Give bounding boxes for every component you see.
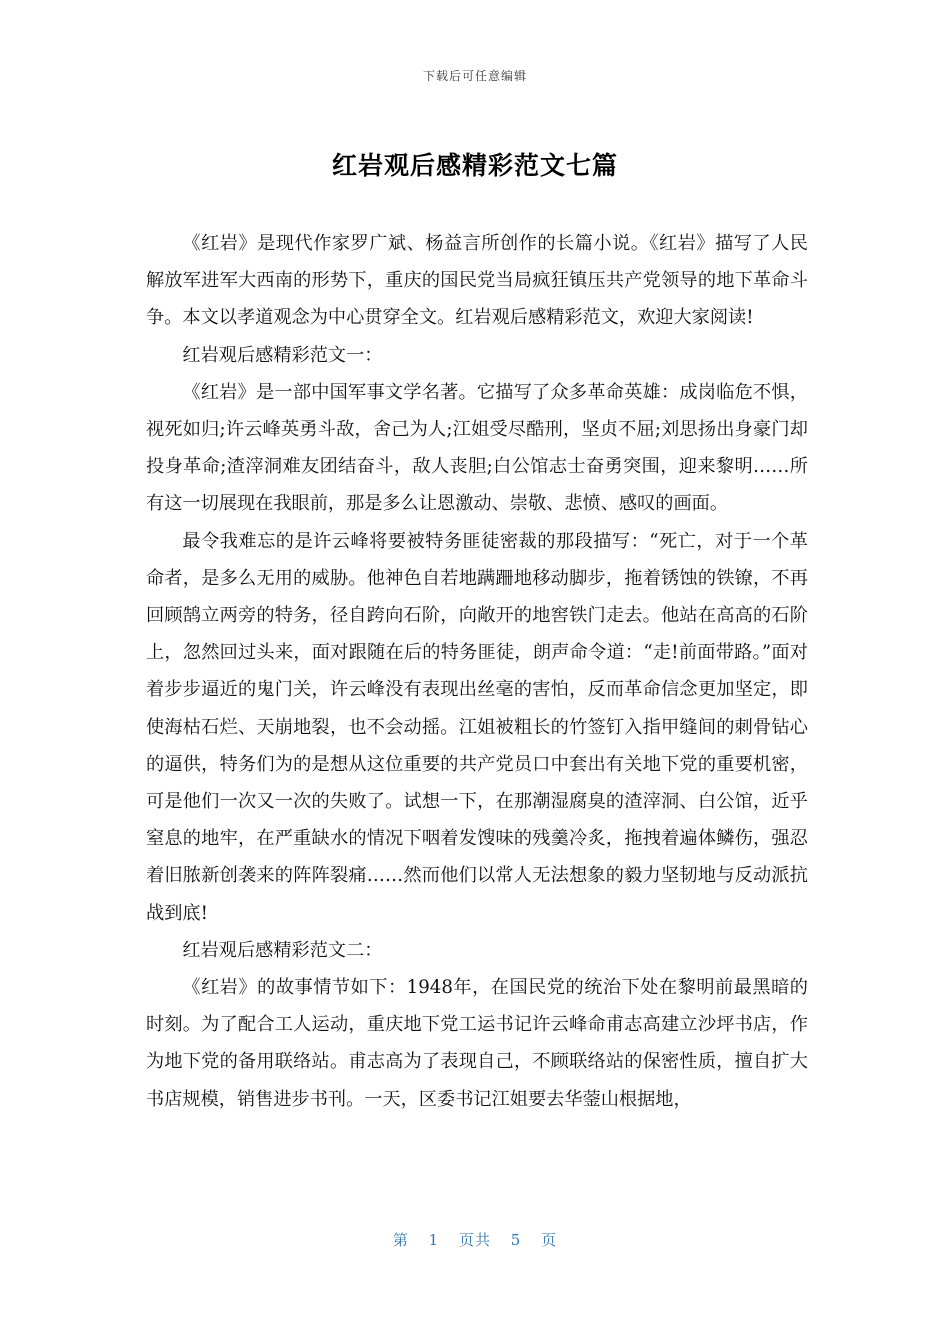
page-footer: 第 1 页共 5 页: [392, 1231, 558, 1249]
paragraph-intro: 《红岩》是现代作家罗广斌、杨益言所创作的长篇小说。《红岩》描写了人民解放军进军大西南的形势下，重庆的国民党当局疯狂镇压共产党领导的地下革命斗争。本文以孝道观念为中心贯穿全文。红岩观后感精彩范文，欢迎大家阅读!: [146, 233, 808, 329]
section-heading-2: 红岩观后感精彩范文二：: [182, 939, 383, 961]
document-body: [146, 225, 808, 1118]
document-title: 红岩观后感精彩范文七篇: [331, 151, 618, 180]
paragraph-1: 《红岩》是一部中国军事文学名著。它描写了众多革命英雄：成岗临危不惧，视死如归;许云峰英勇斗敌，舍己为人;江姐受尽酷刑，坚贞不屈;刘思扬出身豪门却投身革命;渣滓洞难友团结奋斗，敌人丧胆;白公馆志士奋勇突围，迎来黎明……所有这一切展现在我眼前，那是多么让恩激动、崇敬、悲愤、感叹的画面。: [146, 381, 808, 515]
header-note: 下载后可任意编辑: [422, 69, 527, 83]
section-heading-1: 红岩观后感精彩范文一：: [182, 344, 383, 366]
paragraph-2: 最令我难忘的是许云峰将要被特务匪徒密裁的那段描写：“死亡，对于一个革命者，是多么无用的威胁。他神色自若地蹒跚地移动脚步，拖着锈蚀的铁镣，不再回顾鹄立两旁的特务，径自跨向石阶，向敞开的地窖铁门走去。他站在高高的石阶上，忽然回过头来，面对跟随在后的特务匪徒，朗声命令道：“走!前面带路。”面对着步步逼近的鬼门关，许云峰没有表现出丝毫的害怕，反而革命信念更加坚定，即使海枯石烂、天崩地裂，也不会动摇。江姐被粗长的竹签钉入指甲缝间的刺骨钻心的逼供，特务们为的是想从这位重要的共产党员口中套出有关地下党的重要机密，可是他们一次又一次的失败了。试想一下，在那潮湿腐臭的渣滓洞、白公馆，近乎窒息的地牢，在严重缺水的情况下咽着发馊味的残羹冷炙，拖拽着遍体鳞伤，强忍着旧脓新创袭来的阵阵裂痛……然而他们以常人无法想象的毅力坚韧地与反动派抗战到底!: [146, 530, 808, 924]
paragraph-3: 《红岩》的故事情节如下：1948年，在国民党的统治下处在黎明前最黑暗的时刻。为了配合工人运动，重庆地下党工运书记许云峰命甫志高建立沙坪书店，作为地下党的备用联络站。甫志高为了表现自己，不顾联络站的保密性质，擅自扩大书店规模，销售进步书刊。一天，区委书记江姐要去华蓥山根据地，: [146, 977, 808, 1110]
